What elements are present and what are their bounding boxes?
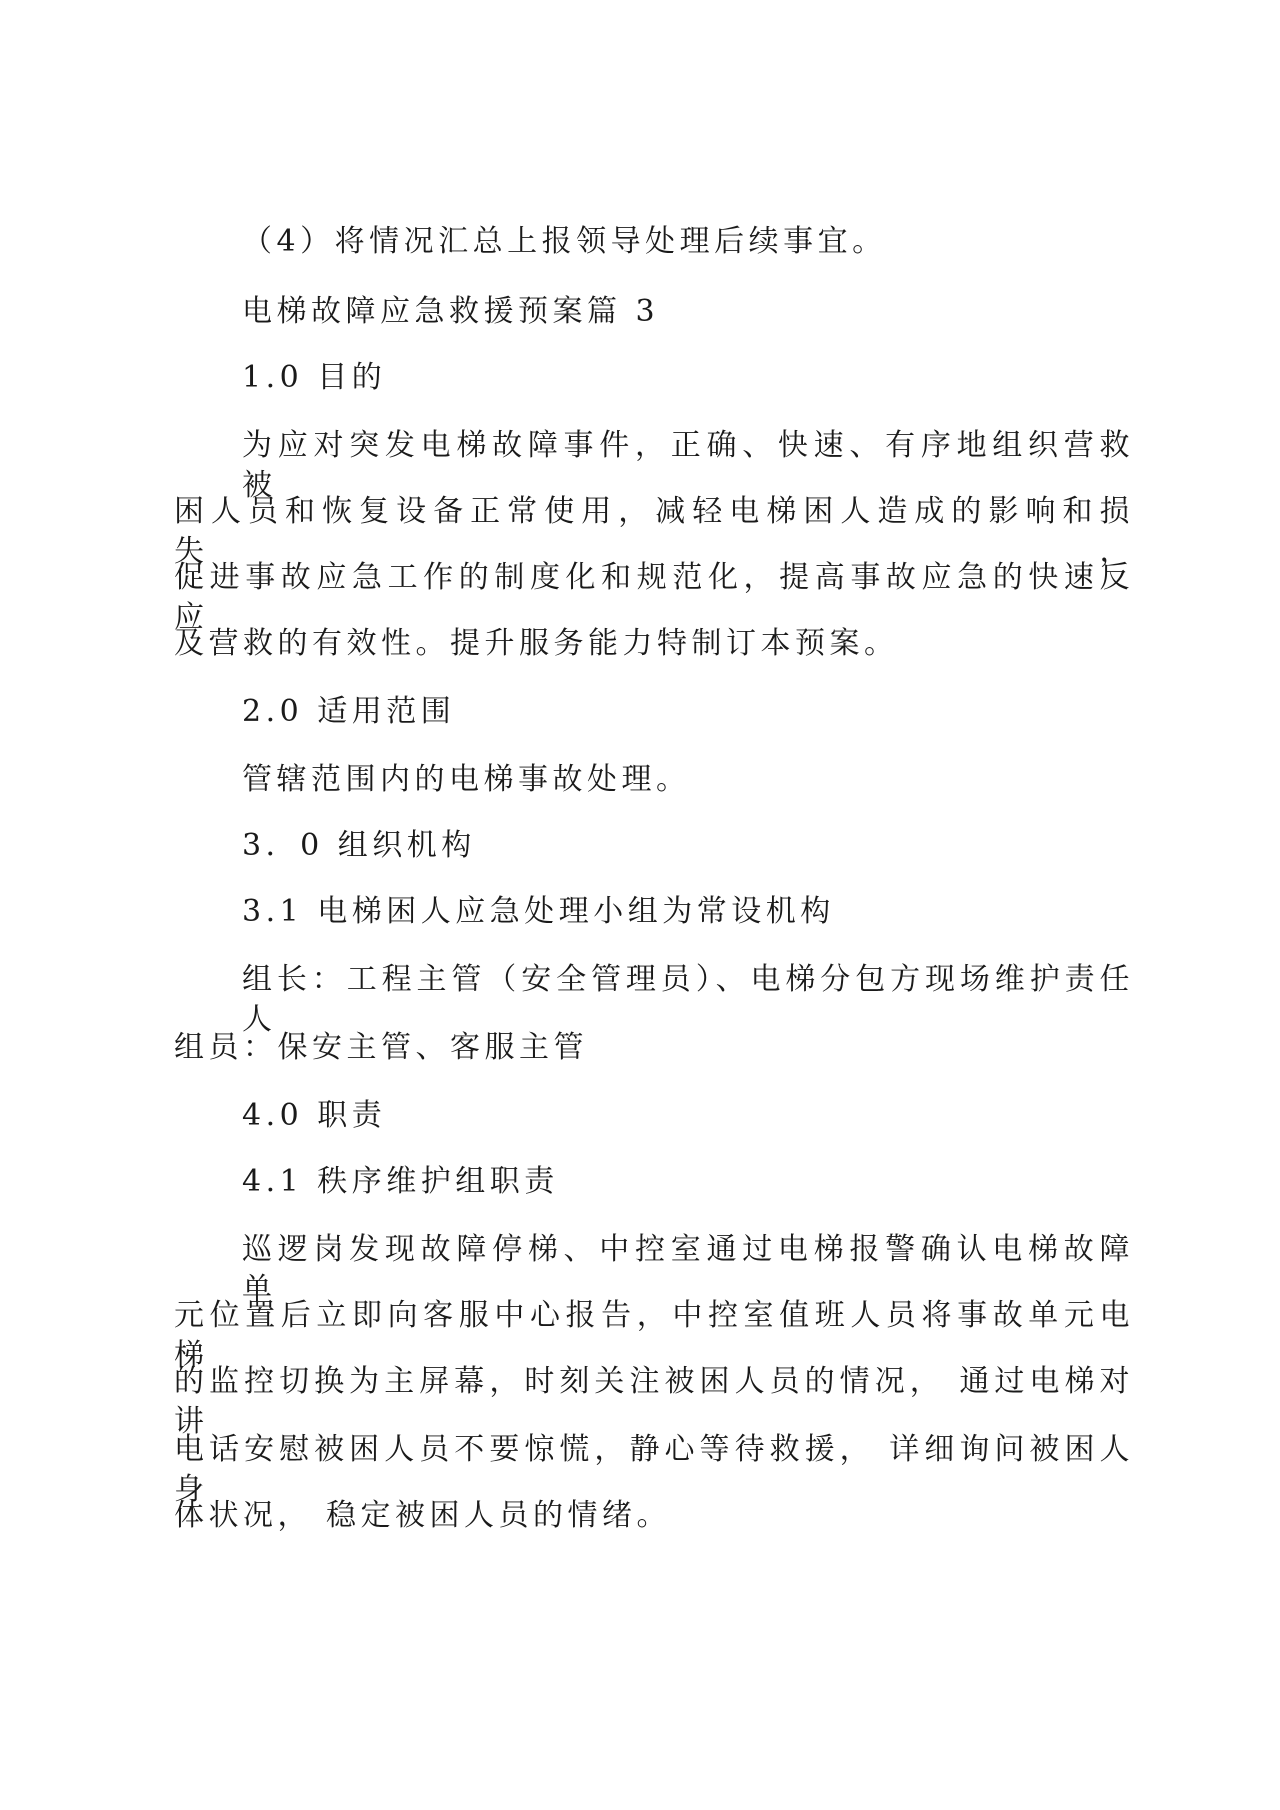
paragraph-duties-line-5: 体状况， 稳定被困人员的情绪。: [174, 1498, 672, 1533]
paragraph-duties-line-1: 巡逻岗发现故障停梯、中控室通过电梯报警确认电梯故障单: [242, 1232, 1134, 1307]
paragraph-duties-line-3: 的监控切换为主屏幕，时刻关注被困人员的情况， 通过电梯对讲: [174, 1364, 1134, 1439]
heading-team: 3.1 电梯困人应急处理小组为常设机构: [242, 894, 835, 929]
heading-organization: 3．0 组织机构: [242, 828, 476, 863]
paragraph-purpose-line-3: 促进事故应急工作的制度化和规范化，提高事故应急的快速反应: [174, 560, 1134, 635]
team-leader: 组长：工程主管（安全管理员）、电梯分包方现场维护责任人: [242, 962, 1134, 1037]
paragraph-purpose-line-2: 困人员和恢复设备正常使用，减轻电梯困人造成的影响和损失，: [174, 494, 1134, 569]
heading-purpose: 1.0 目的: [242, 360, 387, 395]
paragraph-duties-line-4: 电话安慰被困人员不要惊慌，静心等待救援， 详细询问被困人身: [174, 1432, 1134, 1507]
list-item-4: （4）将情况汇总上报领导处理后续事宜。: [242, 224, 887, 259]
team-members: 组员：保安主管、客服主管: [174, 1030, 588, 1065]
section-title: 电梯故障应急救援预案篇 3: [242, 294, 660, 329]
heading-order-duties: 4.1 秩序维护组职责: [242, 1164, 559, 1199]
heading-duties: 4.0 职责: [242, 1098, 387, 1133]
paragraph-scope: 管辖范围内的电梯事故处理。: [242, 762, 691, 797]
paragraph-duties-line-2: 元位置后立即向客服中心报告，中控室值班人员将事故单元电梯: [174, 1298, 1134, 1373]
heading-scope: 2.0 适用范围: [242, 694, 456, 729]
paragraph-purpose-line-1: 为应对突发电梯故障事件，正确、快速、有序地组织营救被: [242, 428, 1134, 503]
paragraph-purpose-line-4: 及营救的有效性。提升服务能力特制订本预案。: [174, 626, 899, 661]
